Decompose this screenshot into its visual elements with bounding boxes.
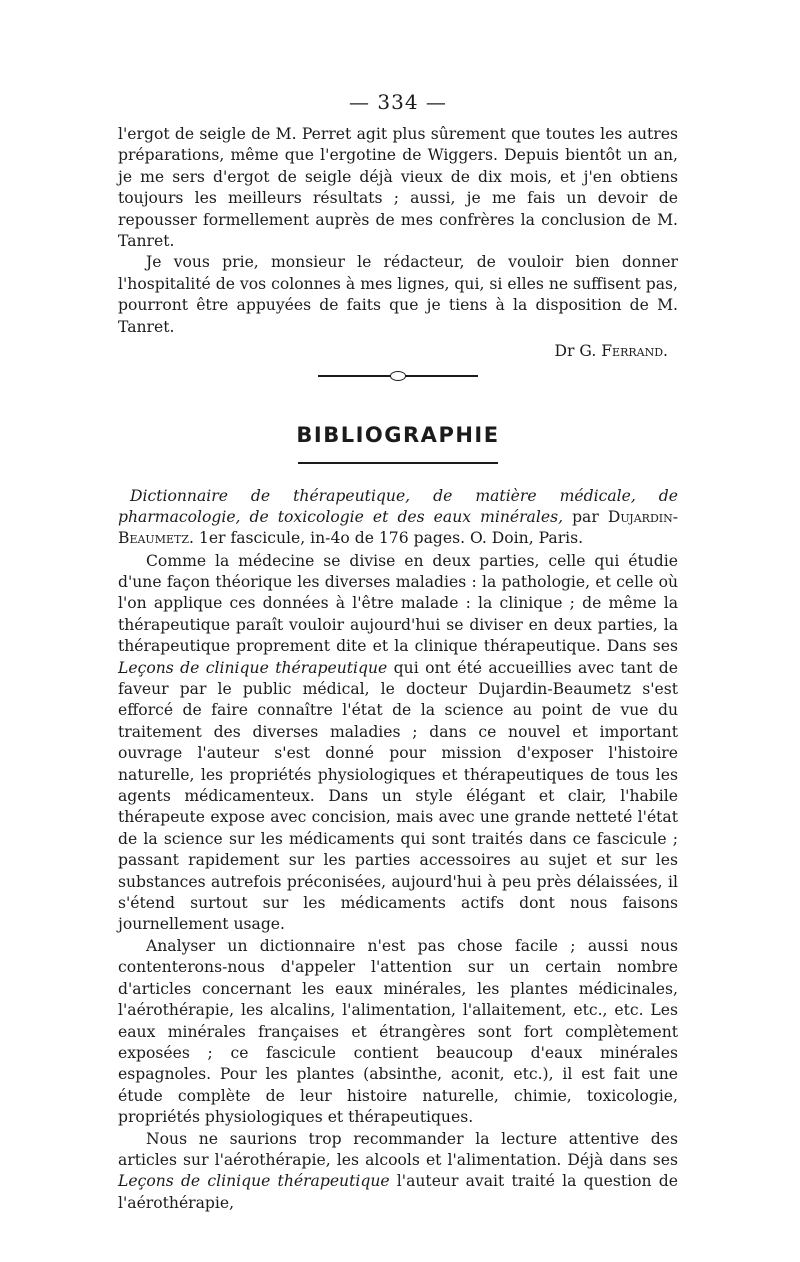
review-p1-text-b: qui ont été accueillies avec tant de faveur par le public médical, le docteur Dujardin-Beaumetz s'est efforcé de faire connaître l'état de la science au point de vue du traitement des diverses maladies ; dans ce nouvel et important ouvrage l'auteur s'est donné pour mission d'exposer l'histoire naturelle, les propriétés physiologiques et thérapeutiques de tous les agents médicamenteux. Dans un style élégant et clair, l'habile thérapeute expose avec concision, mais avec une grande netteté l'état de la science sur les médicaments qui sont traités dans ce fascicule ; passant rapidement sur les parties accessoires au sujet et sur les substances autrefois préconisées, aujourd'hui à peu près délaissées, il s'étend surtout sur les médicaments actifs dont nous faisons journellement usage. xyxy=(118,658,679,934)
separator-ornament xyxy=(390,371,406,381)
book-entry xyxy=(118,486,678,549)
letter-paragraph-1: l'ergot de seigle de M. Perret agit plus sûrement que toutes les autres préparations, même que l'ergotine de Wiggers. Depuis bientôt un an, je me sers d'ergot de seigle déjà vieux de dix mois, et j'en obtiens toujours les meilleurs résultats ; aussi, je me fais un devoir de repousser formellement auprès de mes confrères la conclusion de M. Tanret. xyxy=(118,125,678,251)
review-p3-text-a: Nous ne saurions trop recommander la lecture attentive des articles sur l'aérothérapie, les alcools et l'alimentation. Déjà dans ses xyxy=(118,1129,678,1169)
document-page xyxy=(118,90,678,1214)
letter-section xyxy=(118,124,678,362)
ornamental-separator xyxy=(318,370,478,382)
page-number: — 334 — xyxy=(349,90,447,114)
book-title: Dictionnaire de thérapeutique, de matière médicale, de pharmacologie, de toxicologie et des eaux minérales, xyxy=(118,486,678,526)
review-p1-text-a: Comme la médecine se divise en deux parties, celle qui étudie d'une façon théorique les diverses maladies : la pathologie, et celle où l'on applique ces données à l'être malade : la clinique ; de même la thérapeutique paraît vouloir aujourd'hui se diviser en deux parties, la thérapeutique proprement dite et la clinique thérapeutique. Dans ses xyxy=(118,551,678,656)
title-rule xyxy=(298,462,498,464)
review-paragraph-3 xyxy=(118,1129,678,1215)
review-paragraph-1 xyxy=(118,551,678,936)
review-paragraph-2: Analyser un dictionnaire n'est pas chose facile ; aussi nous contenterons-nous d'appeler l'attention sur un certain nombre d'articles concernant les eaux minérales, les plantes médicinales, l'aérothérapie, les alcalins, l'alimentation, l'allaitement, etc., etc. Les eaux minérales françaises et étrangères sont fort complètement exposées ; ce fascicule contient beaucoup d'eaux minérales espagnoles. Pour les plantes (absinthe, aconit, etc.), il est fait une étude complète de leur histoire naturelle, chimie, toxicologie, propriétés physiologiques et thérapeutiques. xyxy=(118,936,678,1127)
book-by: par xyxy=(563,507,608,526)
letter-paragraph-2: Je vous prie, monsieur le rédacteur, de vouloir bien donner l'hospitalité de vos colonnes à mes lignes, qui, si elles ne suffisent pas, pourront être appuyées de faits que je tiens à la disposition de M. Tanret. xyxy=(118,253,678,336)
book-author: Dujardin-Beaumetz. xyxy=(118,507,678,547)
book-details: 1er fascicule, in-4o de 176 pages. O. Doin, Paris. xyxy=(193,528,584,547)
review-text xyxy=(118,551,678,1215)
signature-name: Ferrand. xyxy=(601,342,668,361)
section-title: BIBLIOGRAPHIE xyxy=(296,423,500,448)
signature-prefix: Dr G. xyxy=(554,342,602,361)
signature xyxy=(118,340,668,362)
review-p3-text-b: l'auteur avait traité la question de l'aérothérapie, xyxy=(118,1172,678,1212)
review-p1-italic: Leçons de clinique thérapeutique xyxy=(118,658,388,677)
review-p3-italic: Leçons de clinique thérapeutique xyxy=(118,1172,390,1191)
